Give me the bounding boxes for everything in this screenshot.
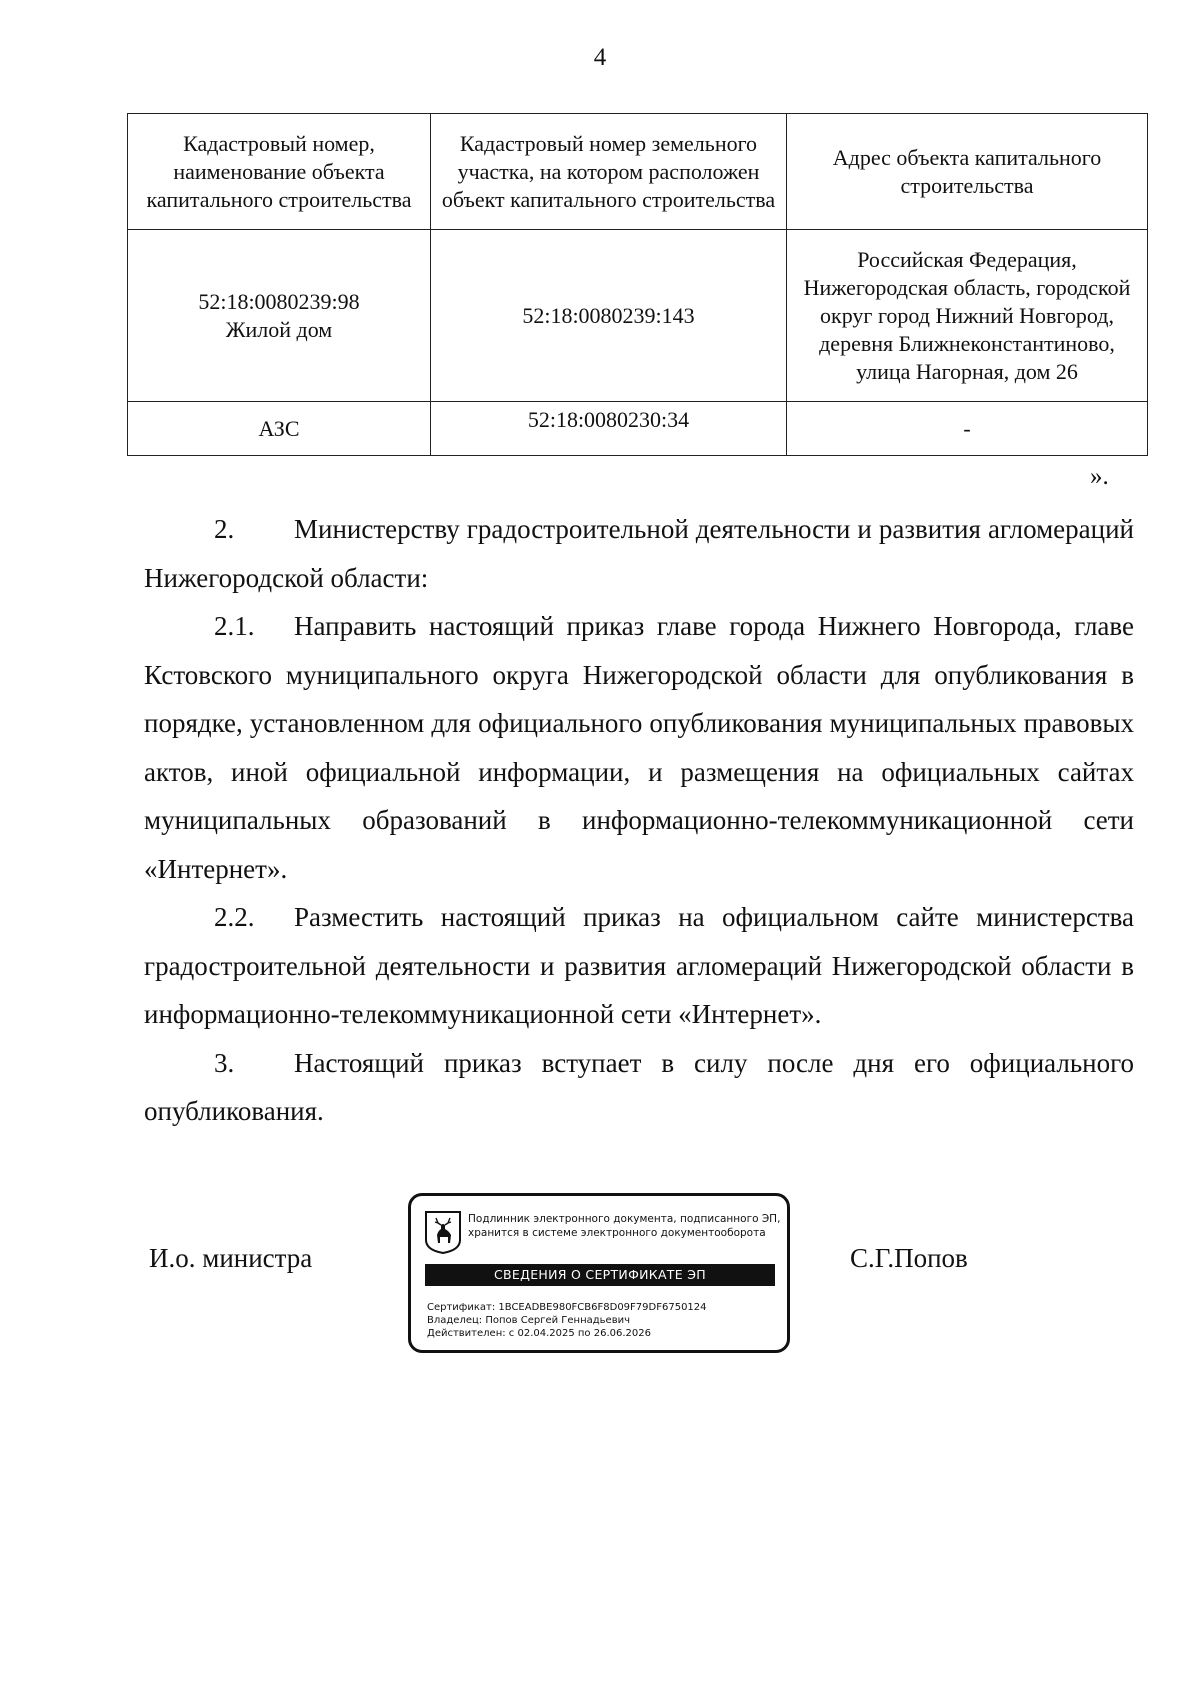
cell-address: Российская Федерация, Нижегородская область, городской округ город Нижний Новгород, деревня Ближнеконстантиново, улица Нагорная, дом 26 [787, 230, 1148, 402]
signatory-name: С.Г.Попов [850, 1243, 968, 1273]
header-cadastral-number: Кадастровый номер, наименование объекта капитального строительства [128, 114, 431, 230]
paragraph-number: 2.2. [214, 902, 255, 932]
stamp-owner: Владелец: Попов Сергей Геннадьевич [427, 1315, 630, 1326]
table-row [128, 402, 1148, 456]
stamp-notice-line2: хранится в системе электронного документооборота [468, 1227, 766, 1239]
header-land-plot-number: Кадастровый номер земельного участка, на котором расположен объект капитального строительства [431, 114, 787, 230]
paragraph-text: Настоящий приказ вступает в силу после дня его официального опубликования. [144, 1047, 1134, 1126]
page-number: 4 [593, 44, 607, 71]
cell-land-plot-number: 52:18:0080239:143 [431, 230, 787, 402]
signatory-position: И.о. министра [149, 1243, 313, 1273]
table-header-row [128, 114, 1148, 230]
cell-address: - [787, 402, 1148, 456]
paragraph-text: Направить настоящий приказ главе города Нижнего Новгорода, главе Кстовского муниципального округа Нижегородской области для опубликования в порядке, установленном для официального опубликования муниципальных правовых актов, иной официальной информации, и размещения на официальных сайтах муниципальных образований в информационно-телекоммуникационной сети «Интернет». [144, 611, 1134, 884]
cell-object [128, 230, 431, 402]
paragraph-3 [144, 1039, 1134, 1136]
stamp-title: СВЕДЕНИЯ О СЕРТИФИКАТЕ ЭП [425, 1264, 775, 1286]
stamp-certificate: Сертификат: 1BCEADBE980FCB6F8D09F79DF6750124 [427, 1302, 707, 1313]
cell-object-name: Жилой дом [225, 316, 333, 342]
cell-cadastral-number: 52:18:0080239:98 [198, 288, 360, 314]
deer-emblem-icon [424, 1210, 462, 1254]
paragraph-number: 2. [214, 514, 235, 544]
paragraph-text: Министерству градостроительной деятельности и развития агломераций Нижегородской области: [144, 514, 1134, 593]
stamp-notice-line1: Подлинник электронного документа, подписанного ЭП, [468, 1213, 781, 1225]
paragraph-text: Разместить настоящий приказ на официальном сайте министерства градостроительной деятельности и развития агломераций Нижегородской области в информационно-телекоммуникационной сети «Интернет». [144, 902, 1134, 1029]
paragraph-number: 3. [214, 1047, 235, 1078]
stamp-validity: Действителен: с 02.04.2025 по 26.06.2026 [427, 1328, 651, 1339]
paragraph-number: 2.1. [214, 611, 255, 641]
cell-object-name: АЗС [128, 402, 431, 456]
closing-quote: ». [1090, 463, 1109, 490]
paragraph-2-1 [144, 602, 1134, 893]
paragraph-2-2 [144, 893, 1134, 1039]
cell-land-plot-number: 52:18:0080230:34 [431, 402, 787, 456]
body-text [144, 505, 1134, 1136]
e-signature-stamp [408, 1193, 790, 1353]
cadastral-table [127, 113, 1148, 456]
table-row [128, 230, 1148, 402]
paragraph-2 [144, 505, 1134, 602]
header-address: Адрес объекта капитального строительства [787, 114, 1148, 230]
